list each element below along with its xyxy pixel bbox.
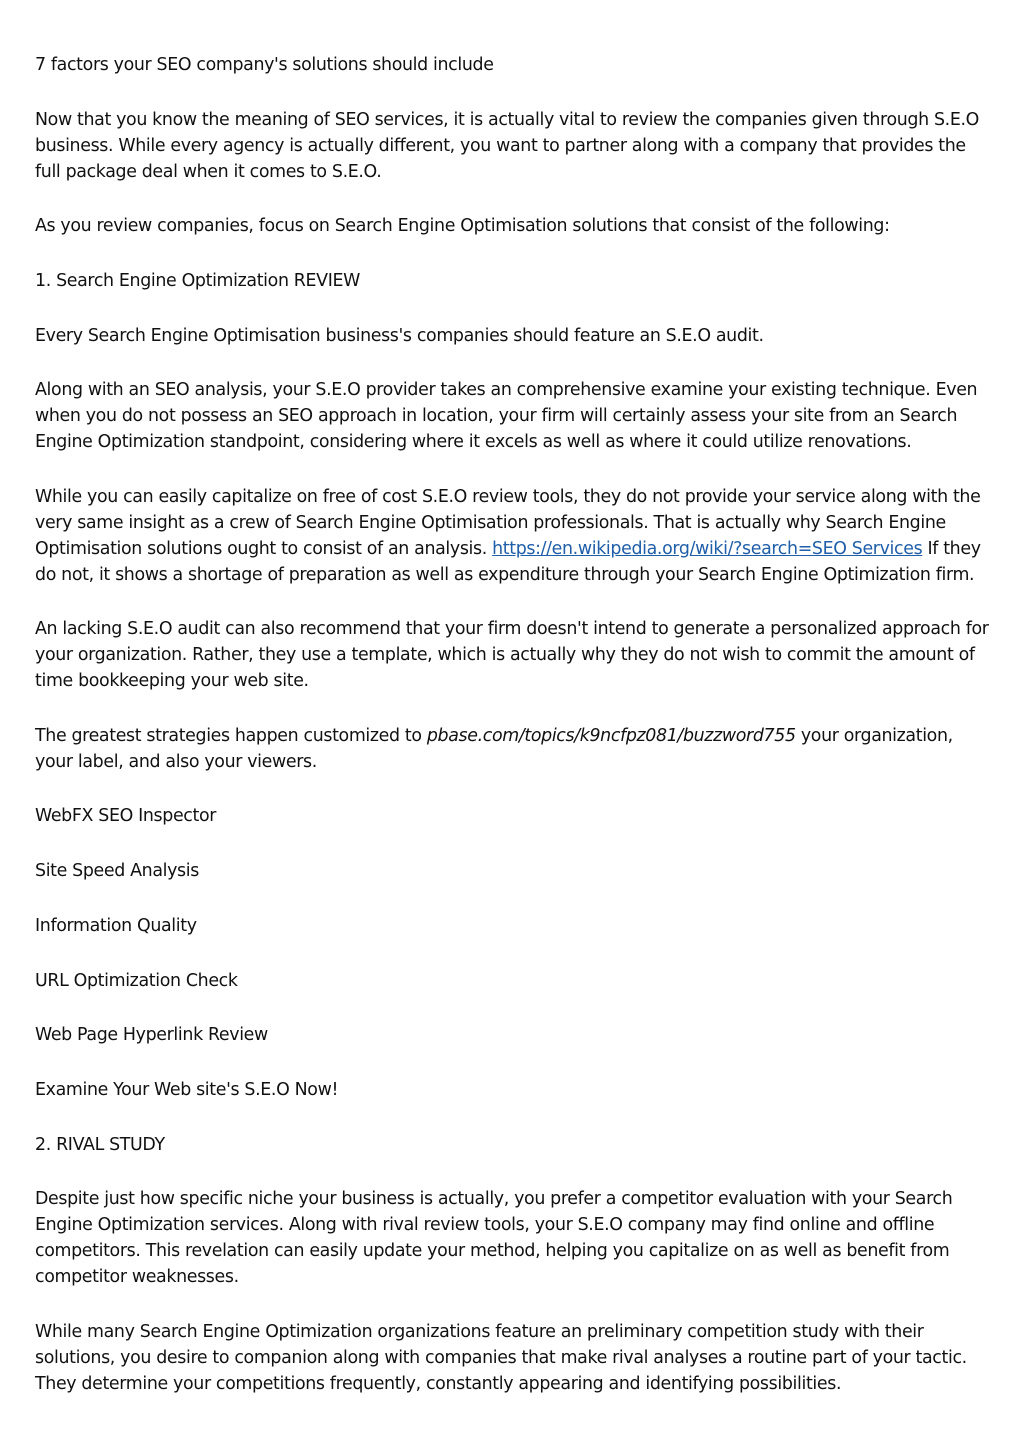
tool-item-information-quality: Information Quality — [35, 915, 197, 936]
tool-item-site-speed: Site Speed Analysis — [35, 861, 199, 882]
paragraph-review-tools — [35, 485, 990, 589]
italic-reference: pbase.com/topics/k9ncfpz081/buzzword755 — [426, 725, 796, 746]
paragraph-text: The greatest strategies happen customized to — [35, 725, 427, 746]
paragraph-audit: Every Search Engine Optimisation business's companies should feature an S.E.O audit. — [35, 325, 764, 346]
paragraph-text: If they do not, it shows a shortage of preparation as well as expenditure through your Search Engine Optimization firm. — [35, 538, 981, 585]
tool-item-examine-site: Examine Your Web site's S.E.O Now! — [35, 1079, 339, 1100]
paragraph-analysis: Along with an SEO analysis, your S.E.O provider takes an comprehensive examine your existing technique. Even when you do not possess an SEO approach in location, your firm will certainly assess your site from an Search Engine Optimization standpoint, considering where it excels as well as where it could utilize renovations. — [35, 380, 978, 453]
paragraph-lacking-audit: An lacking S.E.O audit can also recommend that your firm doesn't intend to generate a personalized approach for your organization. Rather, they use a template, which is actually why they do not wish to commit the amount of time bookkeeping your web site. — [35, 619, 989, 692]
paragraph-competitor-evaluation: Despite just how specific niche your business is actually, you prefer a competitor evaluation with your Search Engine Optimization services. Along with rival review tools, your S.E.O company may find online and offline competitors. This revelation can easily update your method, helping you capitalize on as well as benefit from competitor weaknesses. — [35, 1189, 953, 1288]
paragraph-text: While you can easily capitalize on free of cost S.E.O review tools, they do not provide your service along with the very same insight as a crew of Search Engine Optimisation professionals. That is actually why Search Engine Optimisation solutions ought to consist of an analysis. — [35, 486, 981, 559]
wikipedia-link[interactable]: https://en.wikipedia.org/wiki/?search=SEO Services — [492, 538, 923, 559]
paragraph-intro: Now that you know the meaning of SEO services, it is actually vital to review the companies given through S.E.O business. While every agency is actually different, you want to partner along with a company that provides the full package deal when it comes to S.E.O. — [35, 109, 979, 182]
tool-item-url-check: URL Optimization Check — [35, 970, 238, 991]
paragraph-review-focus: As you review companies, focus on Search Engine Optimisation solutions that consist of the following: — [35, 216, 890, 237]
paragraph-text: your organization, your label, and also your viewers. — [35, 725, 953, 772]
tool-item-inspector: WebFX SEO Inspector — [35, 806, 217, 827]
paragraph-strategies — [35, 724, 990, 776]
section-heading-rival-study: 2. RIVAL STUDY — [35, 1134, 165, 1155]
document-title: 7 factors your SEO company's solutions should include — [35, 55, 494, 75]
tool-item-hyperlink-review: Web Page Hyperlink Review — [35, 1025, 268, 1046]
paragraph-competition-study: While many Search Engine Optimization organizations feature an preliminary competition study with their solutions, you desire to companion along with companies that make rival analyses a routine part of your tactic. They determine your competitions frequently, constantly appearing and identifying possibilities. — [35, 1321, 967, 1394]
section-heading-seo-review: 1. Search Engine Optimization REVIEW — [35, 270, 360, 291]
document-body — [35, 53, 990, 1426]
